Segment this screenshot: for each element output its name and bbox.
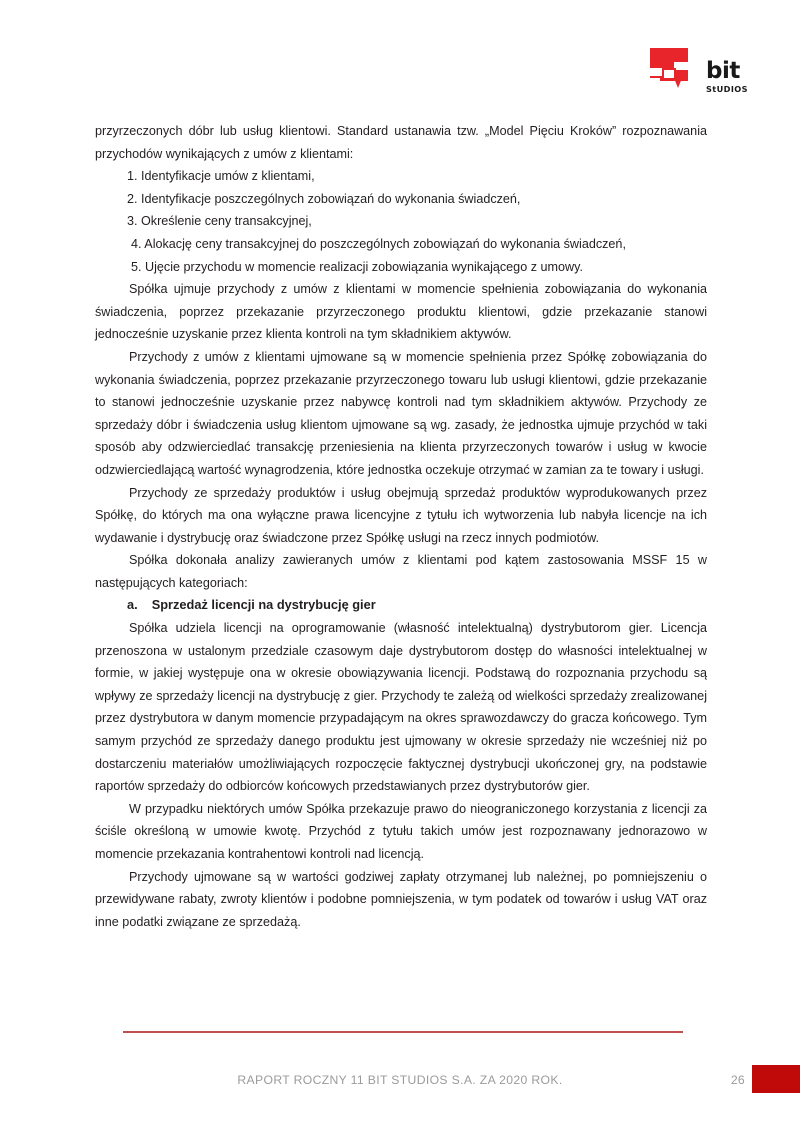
footer-accent-block bbox=[752, 1065, 800, 1093]
eleven-bit-logo-mark-icon bbox=[650, 48, 702, 100]
footer-divider bbox=[123, 1031, 683, 1033]
footer-report-title: RAPORT ROCZNY 11 BIT STUDIOS S.A. ZA 2020 ROK. bbox=[237, 1073, 563, 1087]
paragraph-revenue-from-contracts: Przychody z umów z klientami ujmowane są w momencie spełnienia przez Spółkę zobowiązania do wykonania świadczenia, poprzez przekazanie przyrzeczonego towaru lub usługi klientowi, gdzie przekazanie to stanowi jednocześnie uzyskanie przez nabywcę kontroli nad tym składnikiem aktywów. Przychody ze sprzedaży dóbr i świadczenia usług klientom ujmowane są wg. zasady, że jednostka ujmuje przychód w taki sposób aby odzwierciedlać transakcję przeniesienia na klienta przyrzeczonych towarów i usług w kwocie odzwierciedlającą wartość wynagrodzenia, które jednostka oczekuje otrzymać w zamian za te towary i usługi. bbox=[95, 349, 707, 477]
subheading-marker: a. bbox=[127, 597, 138, 613]
paragraph-unlimited-license: W przypadku niektórych umów Spółka przekazuje prawo do nieograniczonego korzystania z licencji za ściśle określoną w umowie kwotę. Przychód z tytułu takich umów jest rozpoznawany jednorazowo w momencie przekazania kontrahentowi kontroli nad licencją. bbox=[95, 801, 707, 861]
paragraph-continuation: przyrzeczonych dóbr lub usług klientowi. Standard ustanawia tzw. „Model Pięciu Kroków” rozpoznawania przychodów wynikających z umów z klientami: bbox=[95, 124, 707, 161]
list-item: 5. Ujęcie przychodu w momencie realizacji zobowiązania wynikającego z umowy. bbox=[131, 259, 583, 274]
paragraph-fair-value: Przychody ujmowane są w wartości godziwej zapłaty otrzymanej lub należnej, po pomniejszeniu o przewidywane rabaty, zwroty klientów i podobne pomniejszenia, w tym podatek od towarów i usług VAT oraz inne podatki związane ze sprzedażą. bbox=[95, 869, 707, 929]
paragraph-product-service-revenue: Przychody ze sprzedaży produktów i usług obejmują sprzedaż produktów wyprodukowanych przez Spółkę, do których ma ona wyłączne prawa licencyjne z tytułu ich wytworzenia lub nabyła licencje na ich wydawanie i dystrybucję oraz świadczone przez Spółkę usługi na rzecz innych podmiotów. bbox=[95, 485, 707, 545]
list-item: 2. Identyfikacje poszczególnych zobowiązań do wykonania świadczeń, bbox=[127, 191, 521, 206]
subheading-license-sales bbox=[95, 594, 707, 617]
paragraph-license-grant: Spółka udziela licencji na oprogramowanie (własność intelektualną) dystrybutorom gier. Licencja przenoszona w ustalonym przedziale czasowym daje dystrybutorom dostęp do własności intelektualnej w formie, w jakiej występuje ona w okresie obowiązywania licencji. Podstawą do rozpoznania przychodu są wpływy ze sprzedaży licencji na dystrybucję z gier. Przychody te zależą od wielkości sprzedaży zrealizowanej przez dystrybutora w danym momencie przypadającym na okres sprawozdawczy do gracza końcowego. Tym samym przychód ze sprzedaży danego produktu jest ujmowany w okresie sprzedaży nie wcześniej niż po dostarczeniu materiałów umożliwiających rozpoczęcie faktycznej dystrybucji ukończonej gry, na podstawie raportów sprzedaży do odbiorców końcowych przedstawianych przez dystrybutorów gier. bbox=[95, 621, 707, 794]
document-body bbox=[95, 120, 707, 933]
paragraph-revenue-recognition: Spółka ujmuje przychody z umów z klientami w momencie spełnienia zobowiązania do wykonania świadczenia, poprzez przekazanie przyrzeczonego produktu klientowi, gdzie przekazanie stanowi jednocześnie uzyskanie przez klienta kontroli na tym składnikiem aktywów. bbox=[95, 282, 707, 342]
page-header bbox=[0, 0, 800, 118]
page-number: 26 bbox=[730, 1073, 745, 1087]
logo-wordmark bbox=[706, 60, 752, 94]
list-item: 3. Określenie ceny transakcyjnej, bbox=[127, 214, 312, 229]
list-item: 1. Identyfikacje umów z klientami, bbox=[127, 169, 315, 184]
logo-studios-text: StUDIOS bbox=[706, 84, 748, 94]
paragraph-ifrs15-analysis: Spółka dokonała analizy zawieranych umów z klientami pod kątem zastosowania MSSF 15 w następujących kategoriach: bbox=[95, 553, 707, 590]
list-item: 4. Alokację ceny transakcyjnej do poszczególnych zobowiązań do wykonania świadczeń, bbox=[131, 236, 626, 251]
subheading-label: Sprzedaż licencji na dystrybucję gier bbox=[151, 597, 376, 613]
five-step-model-list bbox=[95, 165, 707, 278]
eleven-bit-studios-logo bbox=[650, 48, 748, 104]
logo-bit-text: bit bbox=[706, 58, 740, 84]
page-footer bbox=[0, 1011, 800, 1131]
